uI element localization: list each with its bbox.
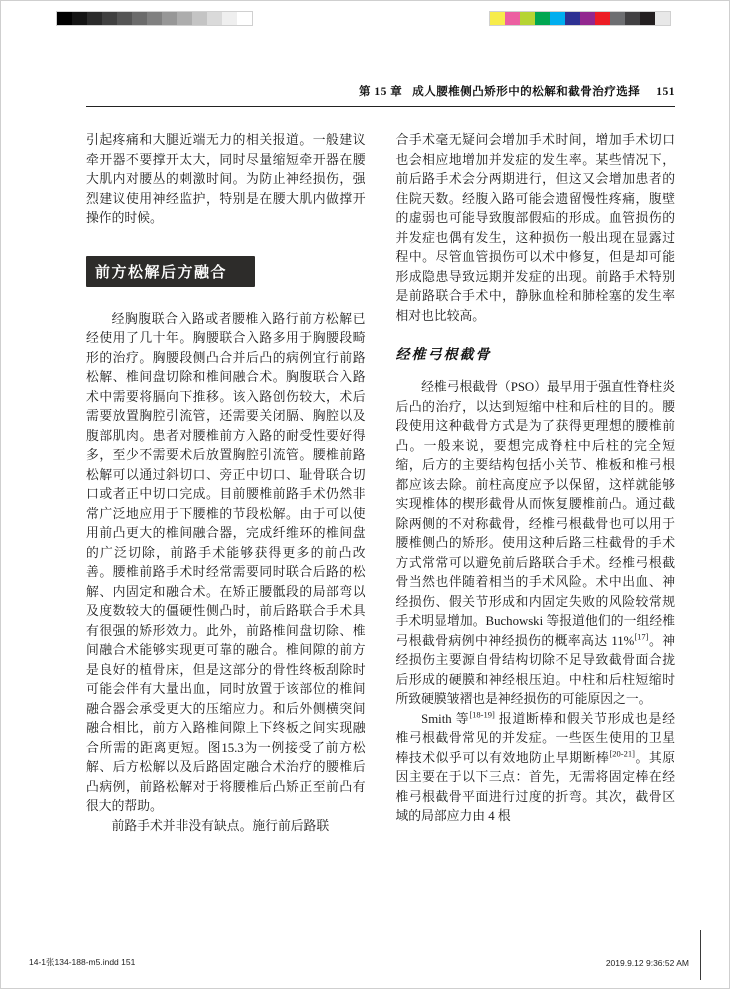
grayscale-calibration-bar	[56, 11, 253, 26]
calibration-swatch	[625, 12, 640, 25]
calibration-swatch	[132, 12, 147, 25]
calibration-swatch	[207, 12, 222, 25]
chapter-title: 成人腰椎侧凸矫形中的松解和截骨治疗选择	[412, 86, 641, 98]
imprint-timestamp: 2019.9.12 9:36:52 AM	[605, 958, 689, 968]
body-paragraph: 经胸腹联合入路或者腰椎入路行前方松解已经使用了几十年。胸腰联合入路多用于胸腰段畸形的治疗。胸腰段侧凸合并后凸的病例宜行前路松解、椎间盘切除和椎间融合术。胸腹联合入路术中需要将膈向下推移。该入路创伤较大，术后需要放置胸腔引流管，还需要关闭膈、胸腔以及腹部肌肉。患者对腰椎前方入路的耐受性要好得多，至少不需要术后放置胸腔引流管。腰椎前路松解可以通过斜切口、旁正中切口、耻骨联合切口或者正中切口完成。目前腰椎前路手术仍然非常广泛地应用于下腰椎的节段松解。由于可以使用前凸更大的椎间融合器，完成纤维环的椎间盘的广泛切除，前路手术能够获得更多的前凸改善。腰椎前路手术时经常需要同时联合后路的松解、内固定和融合术。在矫正腰骶段的局部弯以及度数较大的僵硬性侧凸时，前后路联合手术具有很强的矫形效力。此外，前路椎间盘切除、椎间融合术能够实现更可靠的融合。椎间隙的前方是良好的植骨床，但是这部分的骨性终板刮除时可能会伴有大量出血，同时放置于该部位的椎间融合器会承受更大的压缩应力。和后外侧横突间融合相比，前方入路椎间隙上下终板之间实现融合所需的距离更短。图15.3为一例接受了前方松解、后方松解以及后路固定融合术治疗的腰椎后凸病例，前路松解对于将腰椎后凸矫正至前凸有很大的帮助。	[86, 311, 366, 813]
page-number: 151	[656, 86, 675, 98]
calibration-swatch	[177, 12, 192, 25]
calibration-swatch	[535, 12, 550, 25]
body-paragraph: 经椎弓根截骨（PSO）最早用于强直性脊柱炎后凸的治疗，以达到短缩中柱和后柱的目的。腰段使用这种截骨方式是为了获得更理想的腰椎前凸。一般来说，要想完成脊柱中后柱的完全短缩，后方的主要结构包括小关节、椎板和椎弓根都应该去除。前柱高度应予以保留，这样就能够实现椎体的楔形截骨从而恢复腰椎前凸。通过截除两侧的不对称截骨，经椎弓根截骨也可以用于腰椎侧凸的矫形。使用这种后路三柱截骨的手术方式常常可以避免前后路联合手术。经椎弓根截骨当然也伴随着相当的手术风险。术中出血、神经损伤、假关节形成和内固定失败的风险较常规手术明显增加。Buchowski 等报道他们的一组经椎弓根截骨病例中神经损伤的概率高达 11%[17]。神经损伤主要源自骨结构切除不足导致截骨面合拢后形成的硬膜和神经根压迫。中柱和后柱短缩时所致硬膜皱褶也是神经损伤的可能原因之一。	[395, 380, 675, 706]
calibration-swatch	[565, 12, 580, 25]
calibration-swatch	[162, 12, 177, 25]
calibration-swatch	[87, 12, 102, 25]
calibration-swatch	[72, 12, 87, 25]
calibration-swatch	[490, 12, 505, 25]
section-heading-label: 前方松解后方融合	[95, 263, 228, 281]
running-header	[86, 83, 675, 107]
body-paragraph: 合手术毫无疑问会增加手术时间，增加手术切口也会相应地增加并发症的发生率。某些情况下，前后路手术会分两期进行，但这又会增加患者的住院天数。经腹入路可能会遗留慢性疼痛，腹壁的虚弱也可能导致腹部假疝的形成。血管损伤的并发症也偶有发生，这种损伤一般出现在显露过程中。尽管血管损伤可以术中修复，但是却可能形成隐患导致远期并发症的出现。前路手术特别是前路联合手术中，静脉血栓和肺栓塞的发生率相对也比较高。	[395, 133, 675, 323]
calibration-swatch	[237, 12, 252, 25]
chapter-label: 第 15 章	[359, 86, 403, 98]
calibration-swatch	[640, 12, 655, 25]
body-paragraph: 引起疼痛和大腿近端无力的相关报道。一般建议牵开器不要撑开太大，同时尽量缩短牵开器在腰大肌内对腰丛的刺激时间。为防止神经损伤，强烈建议使用神经监护，特别是在腰大肌内做撑开操作的时候。	[86, 133, 366, 225]
calibration-swatch	[222, 12, 237, 25]
calibration-swatch	[520, 12, 535, 25]
calibration-swatch	[580, 12, 595, 25]
calibration-swatch	[610, 12, 625, 25]
calibration-swatch	[595, 12, 610, 25]
calibration-swatch	[57, 12, 72, 25]
calibration-swatch	[550, 12, 565, 25]
calibration-swatch	[505, 12, 520, 25]
calibration-swatch	[192, 12, 207, 25]
body-paragraph: 前路手术并非没有缺点。施行前后路联	[111, 818, 330, 833]
calibration-swatch	[117, 12, 132, 25]
body-paragraph: Smith 等[18-19] 报道断棒和假关节形成也是经椎弓根截骨常见的并发症。一些医生使用的卫星棒技术似乎可以有效地防止早期断棒[20-21]。其原因主要在于以下三点：首先，无需将固定棒在经椎弓根截骨平面进行过度的折弯。其次，截骨区域的局部应力由 4 根	[395, 709, 675, 823]
right-column	[396, 131, 676, 938]
imprint-file-info: 14-1张134-188-m5.indd 151	[29, 957, 136, 967]
subsection-heading: 经椎弓根截骨	[395, 348, 492, 363]
calibration-swatch	[655, 12, 670, 25]
left-column	[86, 131, 366, 938]
section-heading	[86, 256, 255, 287]
calibration-swatch	[147, 12, 162, 25]
color-calibration-bar	[489, 11, 671, 26]
crop-mark	[700, 930, 701, 980]
calibration-swatch	[102, 12, 117, 25]
body-columns	[86, 131, 675, 938]
